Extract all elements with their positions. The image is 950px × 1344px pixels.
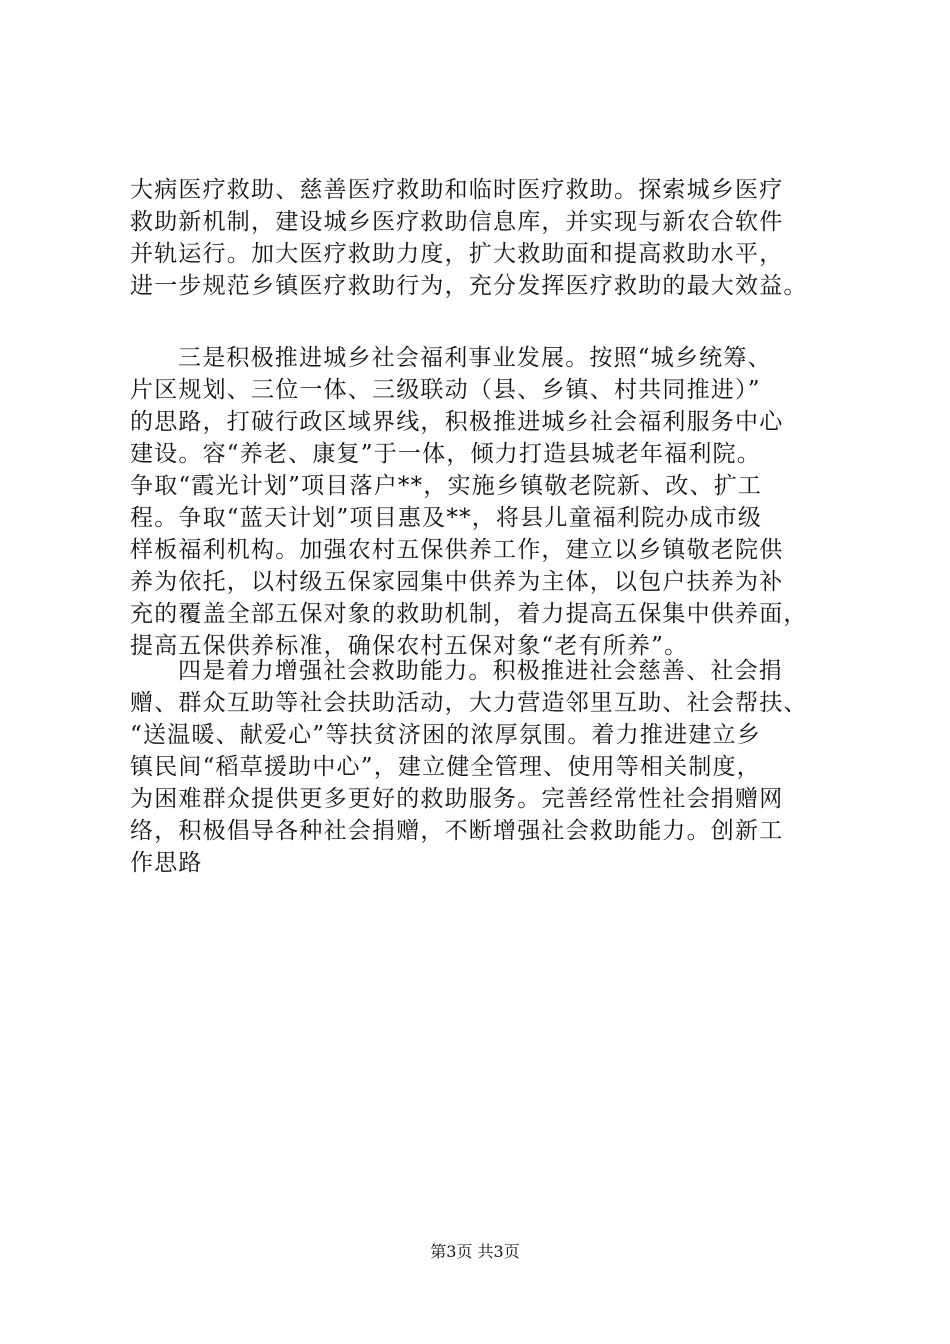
text-line: 大病医疗救助、慈善医疗救助和临时医疗救助。探索城乡医疗 xyxy=(130,177,784,203)
paragraph-social-welfare xyxy=(130,342,830,662)
text-line: 四是着力增强社会救助能力。积极推进社会慈善、社会捐 xyxy=(178,658,783,684)
text-line: 提高五保供养标准，确保农村五保对象“老有所养”。 xyxy=(130,633,689,659)
text-line: 三是积极推进城乡社会福利事业发展。按照“城乡统筹、 xyxy=(178,345,772,371)
text-line: 养为依托，以村级五保家园集中供养为主体，以包户扶养为补 xyxy=(130,569,784,595)
text-line: 程。争取“蓝天计划”项目惠及**，将县儿童福利院办成市级 xyxy=(130,505,763,531)
paragraph-social-assistance xyxy=(130,655,830,879)
page-number: 第3页 共3页 xyxy=(430,1242,520,1261)
text-line: 充的覆盖全部五保对象的救助机制，着力提高五保集中供养面， xyxy=(130,601,808,627)
paragraph-medical-aid xyxy=(130,174,830,302)
text-line: 救助新机制，建设城乡医疗救助信息库，并实现与新农合软件 xyxy=(130,209,784,235)
text-line: 进一步规范乡镇医疗救助行为，充分发挥医疗救助的最大效益。 xyxy=(130,273,808,299)
text-line: 络，积极倡导各种社会捐赠，不断增强社会救助能力。创新工 xyxy=(130,818,784,844)
text-line: 的思路，打破行政区域界线，积极推进城乡社会福利服务中心 xyxy=(130,409,784,435)
text-line: 片区规划、三位一体、三级联动（县、乡镇、村共同推进）” xyxy=(130,377,761,403)
text-line: 赠、群众互助等社会扶助活动，大力营造邻里互助、社会帮扶、 xyxy=(130,690,808,716)
text-line: 作思路 xyxy=(130,850,203,876)
text-line: 建设。容“养老、康复”于一体，倾力打造县城老年福利院。 xyxy=(130,441,761,467)
text-line: 样板福利机构。加强农村五保供养工作，建立以乡镇敬老院供 xyxy=(130,537,784,563)
text-line: 镇民间“稻草援助中心”，建立健全管理、使用等相关制度， xyxy=(130,754,761,780)
page-footer xyxy=(0,1242,950,1262)
text-line: 并轨运行。加大医疗救助力度，扩大救助面和提高救助水平， xyxy=(130,241,784,267)
text-line: 争取“霞光计划”项目落户**，实施乡镇敬老院新、改、扩工 xyxy=(130,473,763,499)
text-line: 为困难群众提供更多更好的救助服务。完善经常性社会捐赠网 xyxy=(130,786,784,812)
text-line: “送温暖、献爱心”等扶贫济困的浓厚氛围。着力推进建立乡 xyxy=(130,722,761,748)
